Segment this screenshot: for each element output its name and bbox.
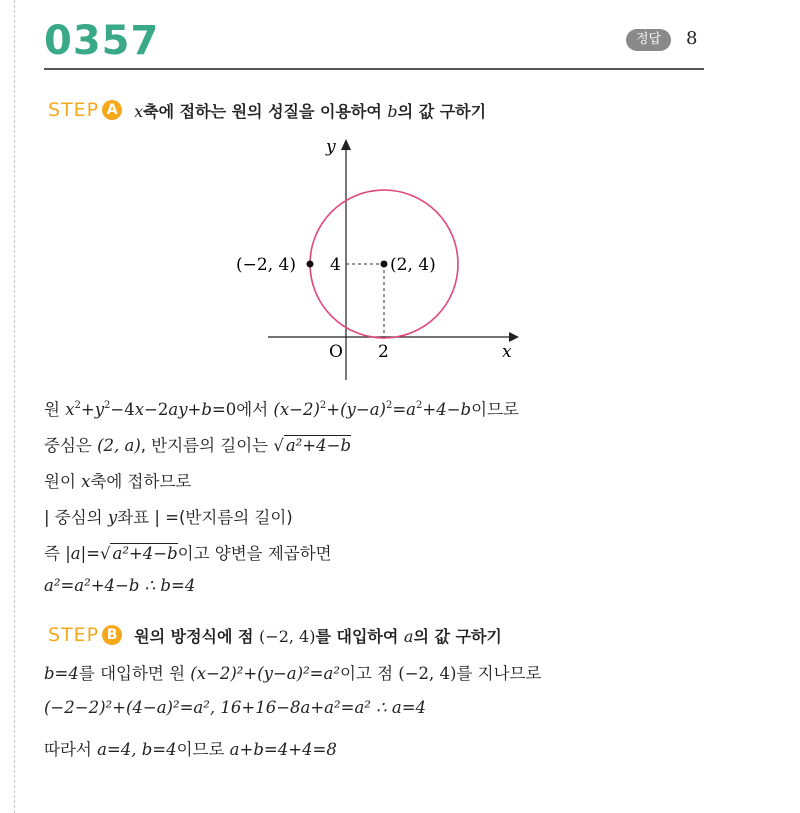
tick-x-label: 2 [378, 342, 389, 362]
origin-label: O [329, 342, 343, 362]
step-a-title: x축에 접하는 원의 성질을 이용하여 b의 값 구하기 [134, 101, 487, 121]
center-point [381, 261, 388, 268]
axis-label-y: y [326, 137, 336, 157]
answer-badge: 정답 [626, 29, 671, 51]
solution-line-3: 원이 x축에 접하므로 [44, 472, 192, 491]
solution-line-1: 원 $x^2+y^2-4x-2ay+b=0$에서 $(x-2)^2+(y-a)^2=a^2+4-b$이므로 [44, 400, 519, 419]
y-axis-arrow [341, 139, 351, 150]
solution-line-2: 중심은 (2, a), 반지름의 길이는 √ a²+4−b [44, 436, 352, 455]
step-a-badge: A [102, 100, 122, 120]
problem-number: 0357 [44, 18, 160, 64]
left-point [307, 261, 314, 268]
step-b-heading [48, 622, 502, 648]
step-b-word: STEP [48, 624, 100, 646]
solution-line-6: a²=a²+4−b ∴ b=4 [44, 576, 196, 595]
solution-b-line-1: b=4를 대입하면 원 (x−2)²+(y−a)²=a²이고 점 (−2, 4)를 지나므로 [44, 664, 542, 683]
point-left-label: (−2, 4) [236, 255, 296, 275]
axis-label-x: x [502, 342, 512, 362]
solution-line-5: 즉 |a|=√ a²+4−b이고 양변을 제곱하면 [44, 544, 332, 563]
step-b-title: 원의 방정식에 점 (−2, 4)를 대입하여 a의 값 구하기 [134, 626, 502, 646]
solution-b-line-3: 따라서 a=4, b=4이므로 a+b=4+4=8 [44, 740, 337, 759]
tick-y-label: 4 [330, 255, 341, 275]
x-axis-arrow [509, 332, 519, 342]
solution-b-line-2: (−2−2)²+(4−a)²=a², 16+16−8a+a²=a² ∴ a=4 [44, 698, 427, 717]
solution-line-4: | 중심의 y좌표 | =(반지름의 길이) [44, 508, 293, 527]
step-b-badge: B [102, 625, 122, 645]
answer-value: 8 [686, 28, 698, 49]
step-a-word: STEP [48, 99, 100, 121]
circle-diagram [0, 0, 800, 400]
point-center-label: (2, 4) [390, 255, 436, 275]
